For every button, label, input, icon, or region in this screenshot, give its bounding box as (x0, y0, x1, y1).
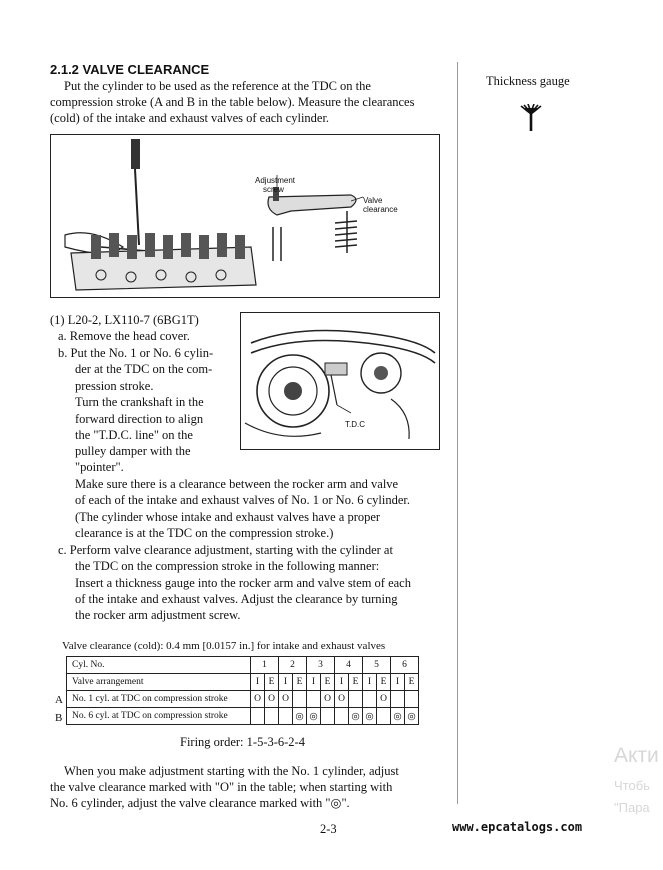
intro-line-3: (cold) of the intake and exhaust valves of each cylinder. (50, 111, 330, 125)
watermark-line-1: Акти (614, 744, 659, 767)
arr-cell: I (335, 674, 349, 691)
fig2-label-tdc: T.D.C (345, 420, 365, 429)
step-b-line-12: clearance is at the TDC on the compression stroke.) (75, 526, 334, 540)
arr-cell: E (293, 674, 307, 691)
row-b-label: No. 6 cyl. at TDC on compression stroke (67, 708, 251, 725)
step-b-line-8: "pointer". (75, 460, 124, 474)
firing-order: Firing order: 1-5-3-6-2-4 (180, 735, 305, 749)
mark-cell: O (321, 691, 335, 708)
row-key-a: A (55, 694, 63, 706)
cyl-6: 6 (391, 657, 419, 674)
mark-cell: O (251, 691, 265, 708)
arr-cell: E (265, 674, 279, 691)
step-b-line-11: (The cylinder whose intake and exhaust valves have a proper (75, 510, 381, 524)
thickness-gauge-icon (518, 104, 544, 137)
fig1-label-adjustment: Adjustment (255, 176, 296, 185)
mark-cell: ◎ (405, 708, 419, 725)
arr-cell: I (251, 674, 265, 691)
step-b-line-1: b. Put the No. 1 or No. 6 cylin- (58, 346, 214, 360)
source-url[interactable]: www.epcatalogs.com (452, 820, 583, 834)
watermark-line-2: Чтобь (614, 778, 650, 793)
row-a-label: No. 1 cyl. at TDC on compression stroke (67, 691, 251, 708)
closing-line-1: When you make adjustment starting with the No. 1 cylinder, adjust (64, 764, 399, 778)
arr-cell: E (405, 674, 419, 691)
step-c-line-2: the TDC on the compression stroke in the following manner: (75, 559, 380, 573)
step-b-line-2: der at the TDC on the com- (75, 362, 213, 376)
thickness-gauge-label: Thickness gauge (486, 74, 570, 88)
watermark-line-3: "Пара (614, 800, 650, 815)
mark-cell (335, 708, 349, 725)
arr-cell: I (279, 674, 293, 691)
step-a: a. Remove the head cover. (58, 329, 190, 343)
mark-cell: ◎ (363, 708, 377, 725)
mark-cell: O (377, 691, 391, 708)
valve-adjustment-figure (50, 134, 440, 298)
mark-cell: ◎ (293, 708, 307, 725)
valve-arrangement-row (67, 674, 419, 691)
mark-cell: O (335, 691, 349, 708)
cyl-no-label: Cyl. No. (67, 657, 251, 674)
table-caption: Valve clearance (cold): 0.4 mm [0.0157 in.] for intake and exhaust valves (62, 640, 386, 652)
margin-divider (457, 62, 458, 804)
cyl-5: 5 (363, 657, 391, 674)
mark-cell (251, 708, 265, 725)
arr-cell: I (363, 674, 377, 691)
table-header-row (67, 657, 419, 674)
step-heading: (1) L20-2, LX110-7 (6BG1T) (50, 313, 199, 327)
mark-cell (405, 691, 419, 708)
fig1-label-valve: Valve (363, 196, 383, 205)
step-c-line-1: c. Perform valve clearance adjustment, starting with the cylinder at (58, 543, 393, 557)
mark-cell (293, 691, 307, 708)
row-key-b: B (55, 712, 63, 724)
mark-cell (349, 691, 363, 708)
arr-cell: I (307, 674, 321, 691)
arr-cell: E (349, 674, 363, 691)
cyl-3: 3 (307, 657, 335, 674)
step-c-line-4: of the intake and exhaust valves. Adjust the clearance by turning (75, 592, 398, 606)
cyl-2: 2 (279, 657, 307, 674)
step-b-line-3: pression stroke. (75, 379, 154, 393)
section-title: 2.1.2 VALVE CLEARANCE (50, 62, 210, 77)
intro-line-1: Put the cylinder to be used as the reference at the TDC on the (64, 79, 371, 93)
cyl-1: 1 (251, 657, 279, 674)
step-b-line-6: the "T.D.C. line" on the (75, 428, 193, 442)
mark-cell (363, 691, 377, 708)
mark-cell (377, 708, 391, 725)
fig1-label-screw: screw (263, 185, 284, 194)
mark-cell (307, 691, 321, 708)
mark-cell (321, 708, 335, 725)
step-c-line-5: the rocker arm adjustment screw. (75, 608, 241, 622)
page-number: 2-3 (320, 822, 337, 836)
mark-cell: ◎ (391, 708, 405, 725)
step-b-line-4: Turn the crankshaft in the (75, 395, 204, 409)
mark-cell (279, 708, 293, 725)
step-c-line-3: Insert a thickness gauge into the rocker arm and valve stem of each (75, 576, 411, 590)
step-b-line-7: pulley damper with the (75, 444, 191, 458)
arrangement-label: Valve arrangement (67, 674, 251, 691)
mark-cell: ◎ (307, 708, 321, 725)
pulley-damper-figure (240, 312, 440, 450)
arr-cell: E (377, 674, 391, 691)
mark-cell: ◎ (349, 708, 363, 725)
fig1-label-clearance: clearance (363, 205, 398, 214)
step-b-line-5: forward direction to align (75, 412, 204, 426)
cyl-4: 4 (335, 657, 363, 674)
mark-cell (391, 691, 405, 708)
step-b-line-10: of each of the intake and exhaust valves of No. 1 or No. 6 cylinder. (75, 493, 410, 507)
step-b-line-9: Make sure there is a clearance between the rocker arm and valve (75, 477, 399, 491)
mark-cell (265, 708, 279, 725)
row-a (67, 691, 419, 708)
mark-cell: O (279, 691, 293, 708)
closing-line-2: the valve clearance marked with "O" in the table; when starting with (50, 780, 393, 794)
arr-cell: E (321, 674, 335, 691)
row-b (67, 708, 419, 725)
intro-line-2: compression stroke (A and B in the table below). Measure the clearances (50, 95, 415, 109)
closing-line-3: No. 6 cylinder, adjust the valve clearance marked with "◎". (50, 796, 350, 810)
arr-cell: I (391, 674, 405, 691)
valve-clearance-table (66, 656, 419, 725)
mark-cell: O (265, 691, 279, 708)
